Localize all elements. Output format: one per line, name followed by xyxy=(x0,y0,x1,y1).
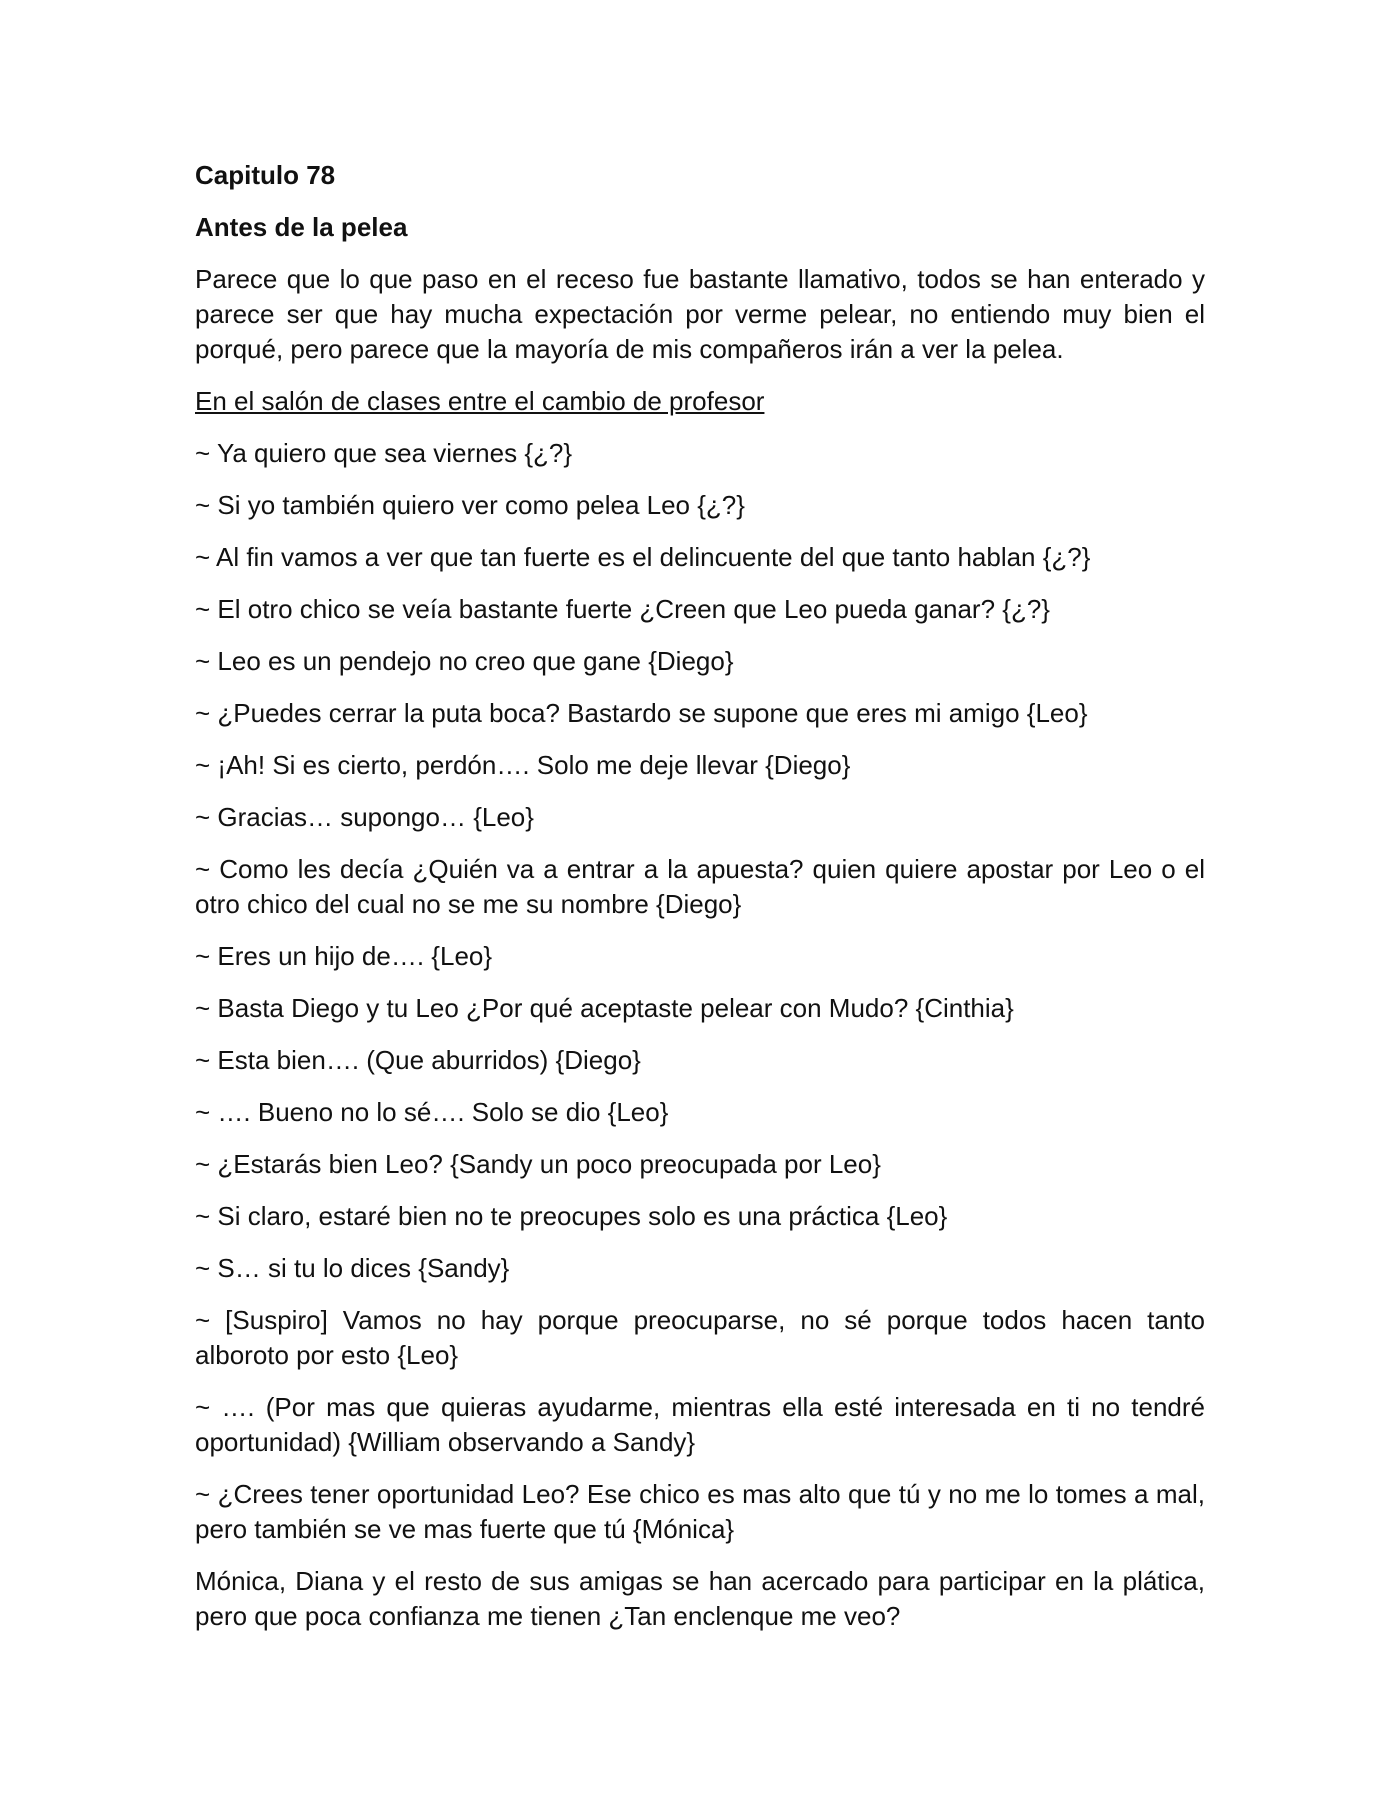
dialogue-line: ~ ¿Puedes cerrar la puta boca? Bastardo se supone que eres mi amigo {Leo} xyxy=(195,698,1088,728)
dialogue-line: ~ ¡Ah! Si es cierto, perdón…. Solo me deje llevar {Diego} xyxy=(195,750,851,780)
dialogue-line: ~ Si yo también quiero ver como pelea Leo {¿?} xyxy=(195,490,745,520)
dialogue-line: ~ El otro chico se veía bastante fuerte ¿Creen que Leo pueda ganar? {¿?} xyxy=(195,594,1050,624)
intro-paragraph: Parece que lo que paso en el receso fue bastante llamativo, todos se han enterado y parece ser que hay mucha expectación por verme pelear, no entiendo muy bien el porqué, pero parece que la mayoría de mis compañeros irán a ver la pelea. xyxy=(195,264,1205,364)
dialogue-line: ~ [Suspiro] Vamos no hay porque preocuparse, no sé porque todos hacen tanto alboroto por esto {Leo} xyxy=(195,1305,1205,1370)
closing-paragraph: Mónica, Diana y el resto de sus amigas se han acercado para participar en la plática, pero que poca confianza me tienen ¿Tan enclenque me veo? xyxy=(195,1566,1205,1631)
dialogue-line: ~ ¿Crees tener oportunidad Leo? Ese chico es mas alto que tú y no me lo tomes a mal, pero también se ve mas fuerte que tú {Mónica} xyxy=(195,1479,1205,1544)
dialogue-line: ~ Esta bien…. (Que aburridos) {Diego} xyxy=(195,1045,641,1075)
dialogue-line: ~ S… si tu lo dices {Sandy} xyxy=(195,1253,510,1283)
dialogue-line: ~ …. (Por mas que quieras ayudarme, mientras ella esté interesada en ti no tendré oportunidad) {William observando a Sandy} xyxy=(195,1392,1205,1457)
scene-heading: En el salón de clases entre el cambio de profesor xyxy=(195,386,765,416)
dialogue-line: ~ Leo es un pendejo no creo que gane {Diego} xyxy=(195,646,734,676)
dialogue-line: ~ Gracias… supongo… {Leo} xyxy=(195,802,534,832)
dialogue-line: ~ Si claro, estaré bien no te preocupes solo es una práctica {Leo} xyxy=(195,1201,948,1231)
chapter-subtitle: Antes de la pelea xyxy=(195,212,408,242)
dialogue-line: ~ Ya quiero que sea viernes {¿?} xyxy=(195,438,573,468)
document-page xyxy=(195,158,1205,1651)
dialogue-line: ~ Eres un hijo de…. {Leo} xyxy=(195,941,493,971)
dialogue-line: ~ Basta Diego y tu Leo ¿Por qué aceptaste pelear con Mudo? {Cinthia} xyxy=(195,993,1014,1023)
dialogue-line: ~ Al fin vamos a ver que tan fuerte es el delincuente del que tanto hablan {¿?} xyxy=(195,542,1091,572)
dialogue-line: ~ ¿Estarás bien Leo? {Sandy un poco preocupada por Leo} xyxy=(195,1149,881,1179)
chapter-title: Capitulo 78 xyxy=(195,160,336,190)
dialogue-line: ~ …. Bueno no lo sé…. Solo se dio {Leo} xyxy=(195,1097,669,1127)
dialogue-line: ~ Como les decía ¿Quién va a entrar a la apuesta? quien quiere apostar por Leo o el otro chico del cual no se me su nombre {Diego} xyxy=(195,854,1205,919)
